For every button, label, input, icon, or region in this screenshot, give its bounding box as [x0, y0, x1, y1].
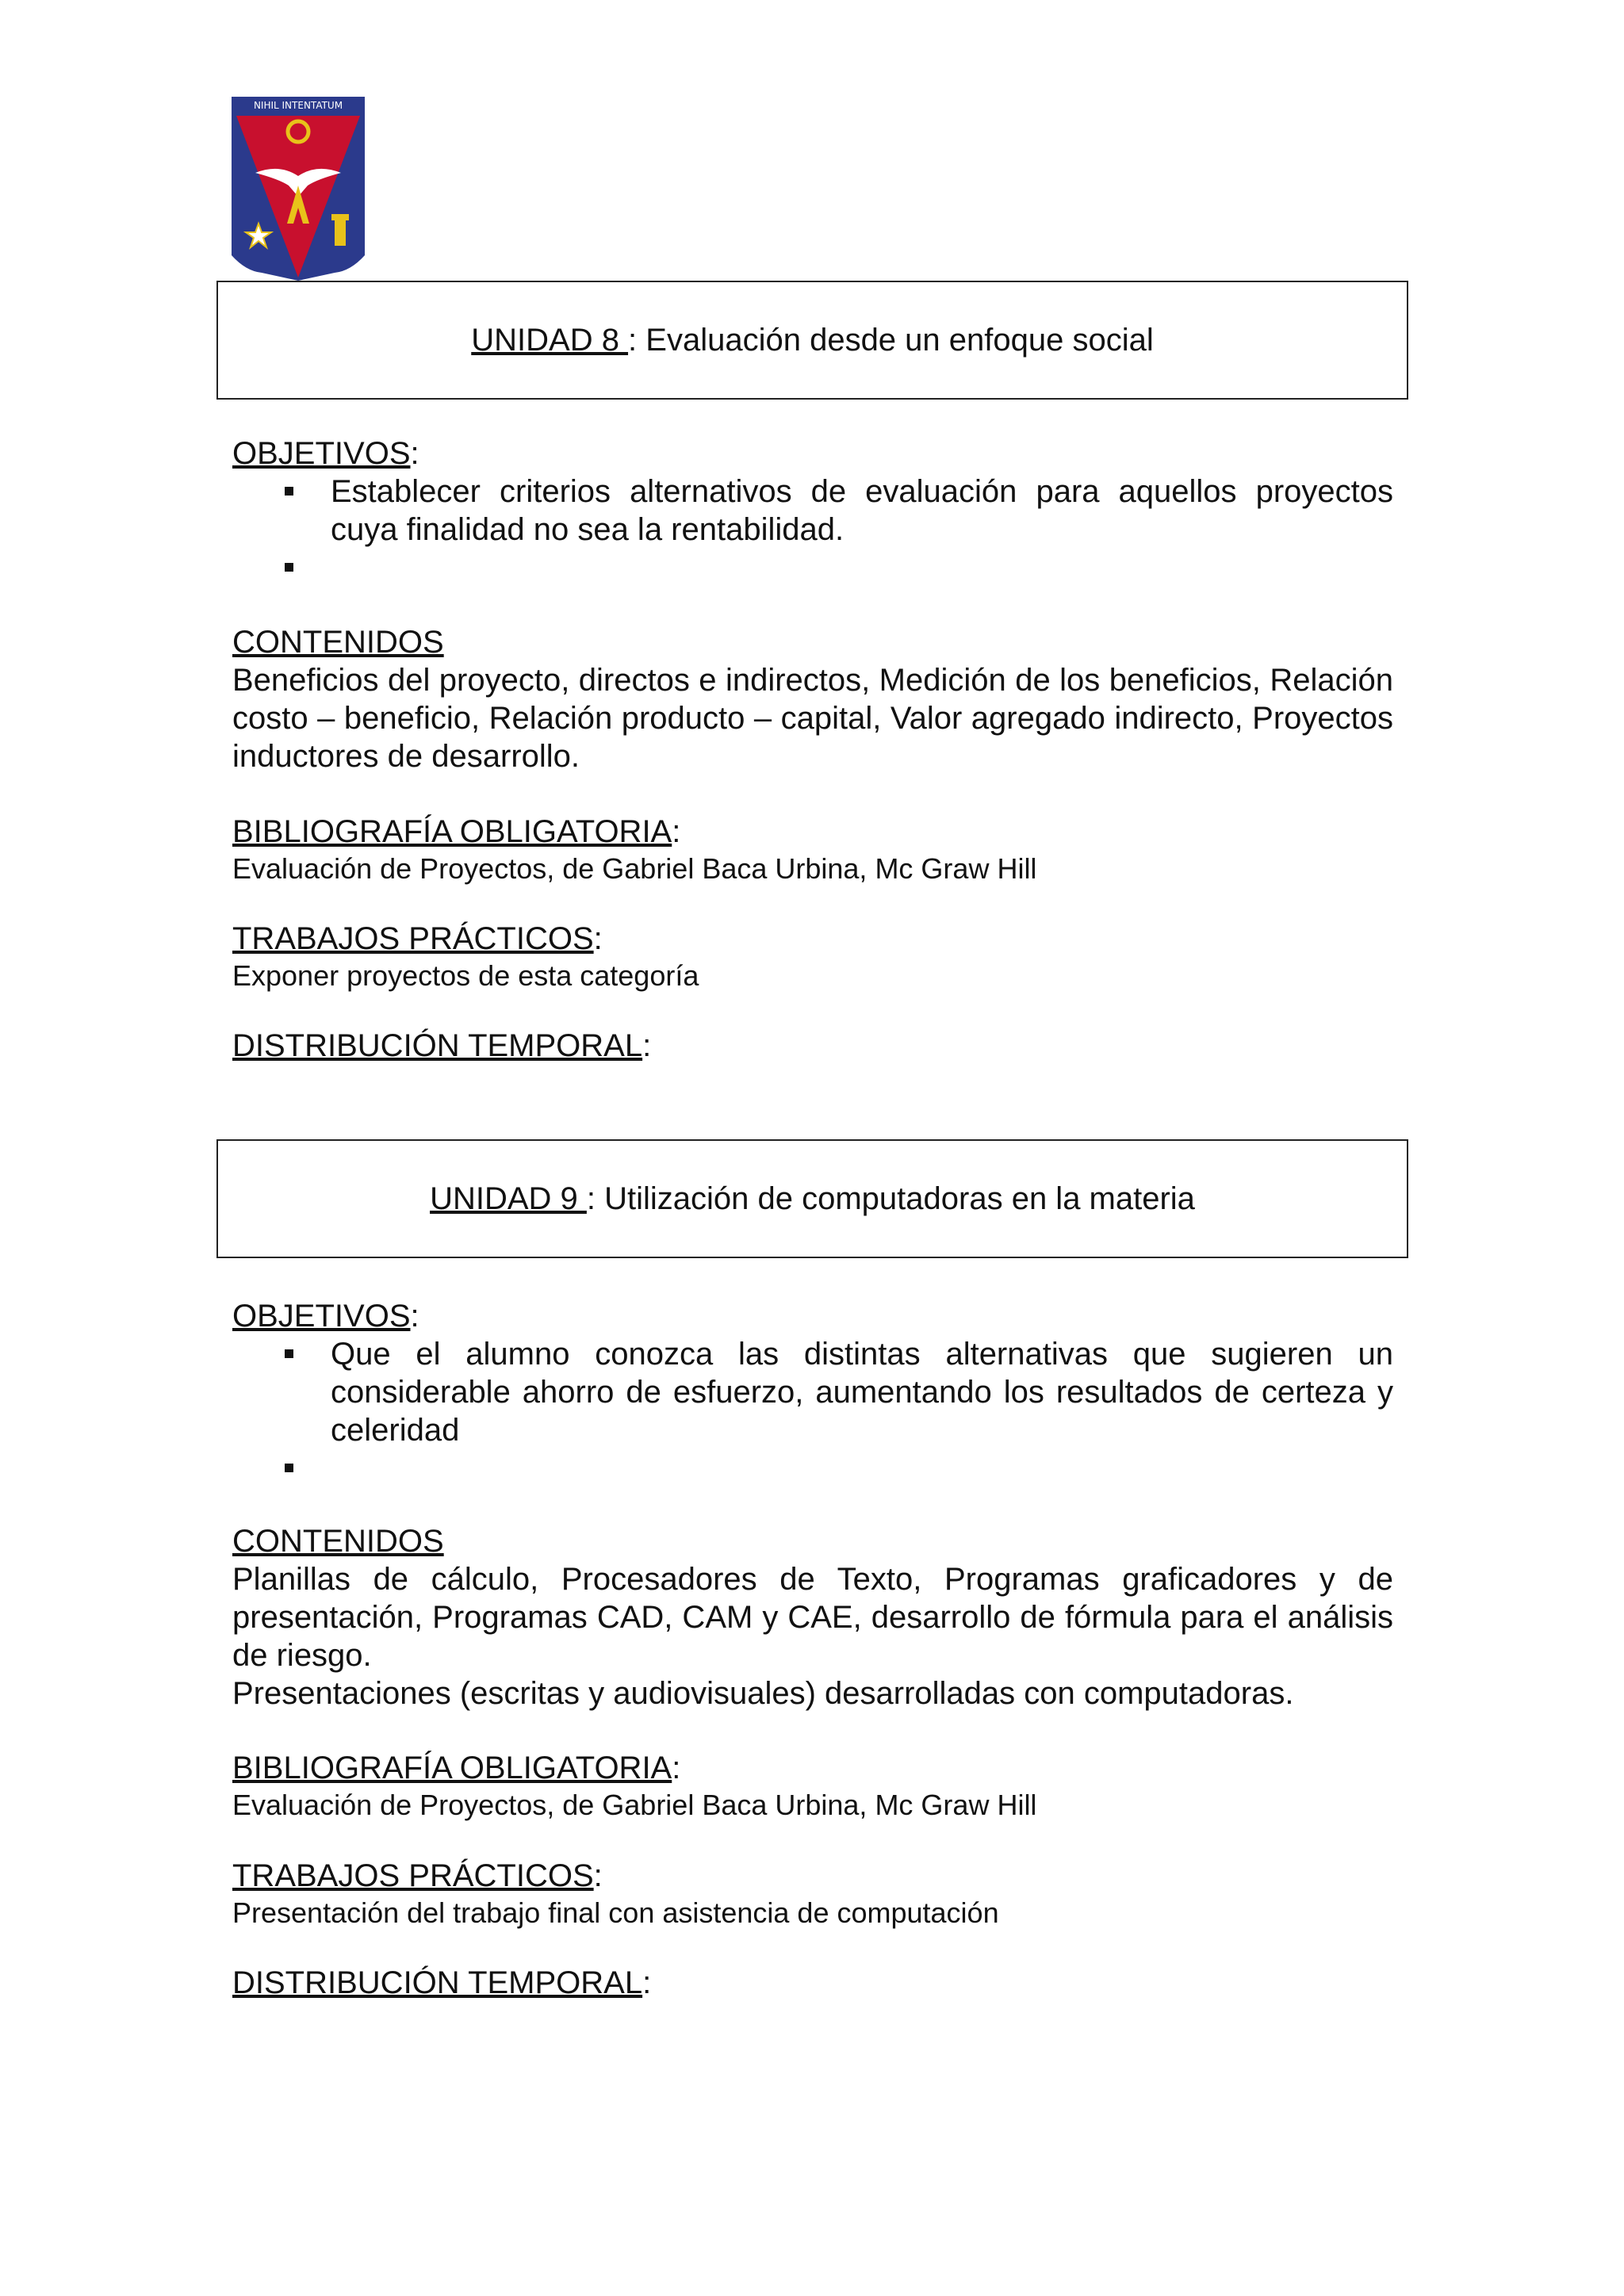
unit-8-trabajos-practicos — [232, 920, 1393, 994]
contenidos-heading: CONTENIDOS — [232, 1524, 444, 1559]
tp-text: Exponer proyectos de esta categoría — [232, 959, 699, 992]
unit-8-label: UNIDAD 8 — [471, 322, 629, 358]
unit-8-objetivos — [232, 434, 1393, 587]
objetivos-list — [232, 1335, 1393, 1487]
contenidos-text: Beneficios del proyecto, directos e indirectos, Medición de los beneficios, Relación costo – beneficio, Relación producto – capital, Valor agregado indirecto, Proyectos inductores de desarrollo. — [232, 663, 1393, 774]
unit-9-title-box — [216, 1139, 1408, 1258]
contenidos-text-extra: Presentaciones (escritas y audiovisuales) desarrolladas con computadoras. — [232, 1676, 1294, 1711]
unit-8-distribucion — [232, 1027, 1393, 1065]
bibliografia-text: Evaluación de Proyectos, de Gabriel Baca Urbina, Mc Graw Hill — [232, 852, 1037, 885]
contenidos-text: Planillas de cálculo, Procesadores de Texto, Programas graficadores y de presentación, Programas CAD, CAM y CAE, desarrollo de fórmula para el análisis de riesgo. — [232, 1562, 1393, 1673]
unit-9-contenidos — [232, 1522, 1393, 1712]
tp-heading: TRABAJOS PRÁCTICOS: — [232, 921, 603, 956]
bibliografia-heading: BIBLIOGRAFÍA OBLIGATORIA: — [232, 814, 681, 849]
list-item: Que el alumno conozca las distintas alternativas que sugieren un considerable ahorro de esfuerzo, aumentando los resultados de certeza y celeridad — [232, 1335, 1393, 1449]
tp-text: Presentación del trabajo final con asistencia de computación — [232, 1896, 999, 1929]
unit-9-objetivos — [232, 1297, 1393, 1487]
objetivos-heading: OBJETIVOS: — [232, 1299, 419, 1334]
unit-8-title: : Evaluación desde un enfoque social — [628, 322, 1154, 358]
unit-9-distribucion — [232, 1964, 1393, 2002]
unit-9-label: UNIDAD 9 — [430, 1181, 587, 1216]
school-crest-logo — [232, 97, 365, 281]
tp-heading: TRABAJOS PRÁCTICOS: — [232, 1858, 603, 1893]
objetivos-list — [232, 473, 1393, 587]
list-item: Establecer criterios alternativos de evaluación para aquellos proyectos cuya finalidad no sea la rentabilidad. — [232, 473, 1393, 549]
distribucion-heading: DISTRIBUCIÓN TEMPORAL: — [232, 1965, 652, 2000]
unit-9-trabajos-practicos — [232, 1857, 1393, 1931]
contenidos-heading: CONTENIDOS — [232, 625, 444, 660]
unit-8-title-box — [216, 281, 1408, 400]
bibliografia-heading: BIBLIOGRAFÍA OBLIGATORIA: — [232, 1751, 681, 1785]
list-item — [232, 549, 1393, 587]
unit-9-bibliografia — [232, 1749, 1393, 1823]
bibliografia-text: Evaluación de Proyectos, de Gabriel Baca Urbina, Mc Graw Hill — [232, 1789, 1037, 1821]
objetivos-heading: OBJETIVOS: — [232, 436, 419, 471]
unit-9-title: : Utilización de computadoras en la materia — [586, 1181, 1195, 1216]
list-item — [232, 1449, 1393, 1487]
unit-8-contenidos — [232, 623, 1393, 775]
distribucion-heading: DISTRIBUCIÓN TEMPORAL: — [232, 1028, 652, 1063]
unit-8-bibliografia — [232, 813, 1393, 887]
crest-motto: NIHIL INTENTATUM — [253, 100, 343, 111]
